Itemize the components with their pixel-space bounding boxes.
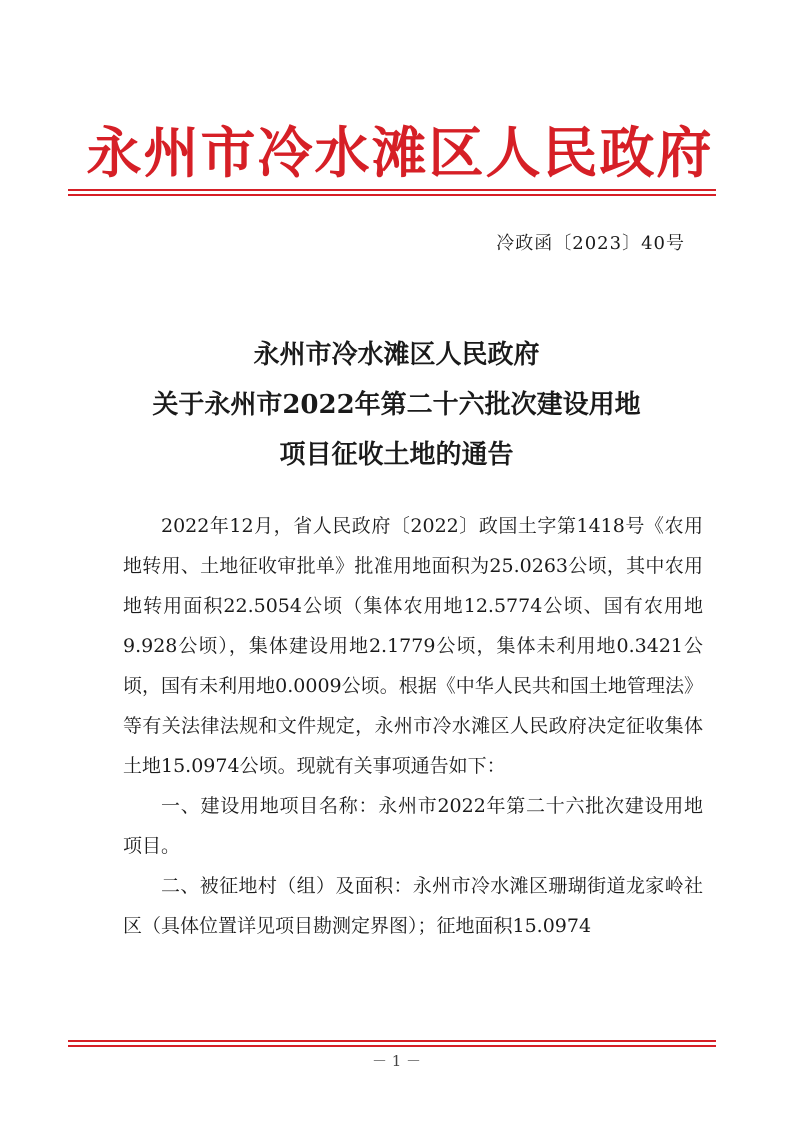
body-paragraph-intro: 2022年12月，省人民政府〔2022〕政国土字第1418号《农用地转用、土地征收审批单》批准用地面积为25.0263公顷，其中农用地转用面积22.5054公顷（集体农用地12.5774公顷、国有农用地9.928公顷），集体建设用地2.1779公顷，集体未利用地0.3421公顷，国有未利用地0.0009公顷。根据《中华人民共和国土地管理法》等有关法律法规和文件规定，永州市冷水滩区人民政府决定征收集体土地15.0974公顷。现就有关事项通告如下： (123, 515, 703, 777)
title-line-3: 项目征收土地的通告 (279, 440, 514, 470)
body-paragraph-project-name: 一、建设用地项目名称：永州市2022年第二十六批次建设用地项目。 (123, 795, 703, 857)
document-title (100, 330, 693, 480)
document-body (123, 506, 703, 946)
title-line-2: 关于永州市2022年第二十六批次建设用地 (152, 390, 641, 420)
title-line-1: 永州市冷水滩区人民政府 (253, 340, 540, 370)
letterhead-title: 永州市冷水滩区人民政府 (86, 120, 714, 185)
letterhead-red-rule (68, 189, 716, 191)
body-paragraph-land-area: 二、被征地村（组）及面积：永州市冷水滩区珊瑚街道龙家岭社区（具体位置详见项目勘测定界图）；征地面积15.0974 (123, 875, 703, 937)
footer-red-rule (68, 1040, 716, 1042)
footer-red-rule-secondary (68, 1045, 716, 1047)
letterhead-red-rule-secondary (68, 194, 716, 196)
page-number: － 1 － (371, 1052, 422, 1070)
document-number: 冷政函〔2023〕40号 (496, 233, 685, 254)
